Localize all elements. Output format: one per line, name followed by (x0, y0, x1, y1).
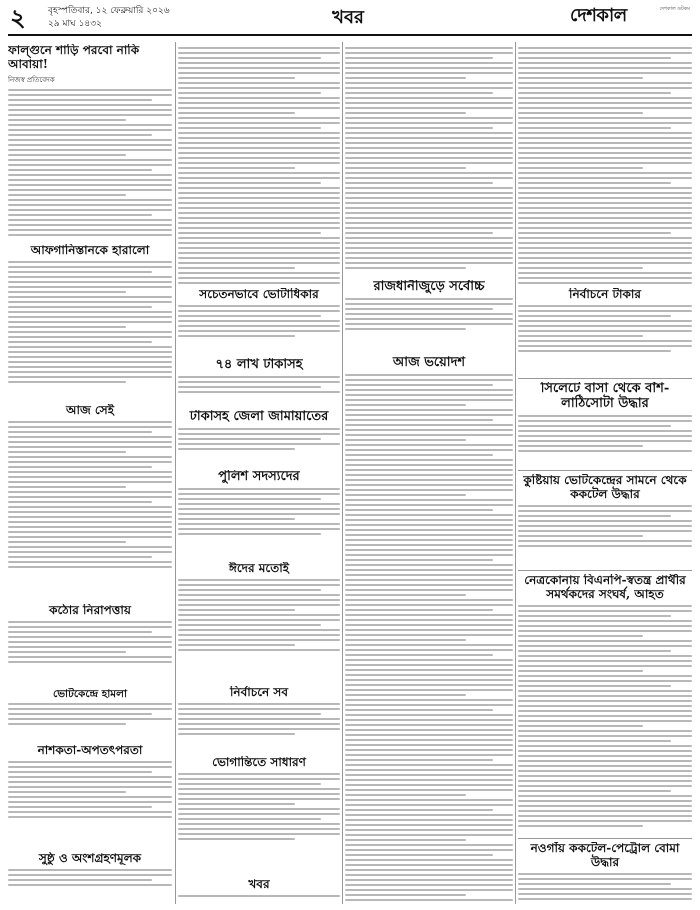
article-naogaon-bomb (518, 842, 692, 904)
article-headline: সিলেটে বাসা থেকে বাঁশ-লাঠিসোটা উদ্ধার (540, 382, 670, 411)
article-netrokona-clash (518, 574, 692, 834)
article-headline: ঈদের মতোই (229, 562, 289, 575)
article-headline: আজ সেই (66, 404, 114, 417)
section-divider (518, 570, 692, 571)
article-c-top-body (345, 44, 513, 276)
article-centre-attack (8, 688, 172, 740)
section-divider (518, 838, 692, 839)
article-body (178, 376, 340, 393)
article-body (178, 488, 340, 535)
article-headline: আফগানিস্তানকে হারালো (30, 244, 150, 257)
article-body (518, 505, 692, 547)
article-today-13th (345, 356, 513, 904)
article-headline: ভোগান্তিতে সাধারণ (212, 756, 306, 769)
article-participatory (8, 852, 172, 904)
article-body (518, 605, 692, 827)
article-jamaat-money (178, 410, 340, 468)
article-public-suffering (178, 756, 340, 876)
article-body (178, 895, 340, 897)
article-body (8, 869, 172, 886)
article-body (518, 47, 692, 284)
article-headline: সুষ্ঠু ও অংশগ্রহণমূলক (38, 852, 142, 865)
article-headline: নির্বাচনে টাকার (569, 288, 641, 301)
article-body (345, 47, 513, 269)
article-body (178, 305, 340, 337)
article-headline: ৭৪ লাখ টাকাসহ (215, 358, 303, 372)
article-cricket (8, 244, 172, 400)
article-headline: কুষ্টিয়ায় ভোটকেন্দ্রের সামনে থেকে ককটেল উদ্ধার (523, 474, 687, 501)
article-body (345, 374, 513, 904)
article-byline: নিজস্ব প্রতিবেদক (8, 75, 55, 84)
article-body (178, 47, 340, 284)
article-voting-right (178, 288, 340, 356)
masthead-rule (8, 34, 692, 36)
article-body (345, 298, 513, 330)
section-divider (518, 470, 692, 471)
column-divider (515, 42, 516, 904)
article-body (178, 773, 340, 840)
article-body (8, 703, 172, 725)
column-divider (175, 42, 176, 904)
article-headline: টাকাসহ জেলা জামায়াতের (189, 410, 329, 424)
article-election-all (178, 686, 340, 752)
article-news-footer (178, 878, 340, 906)
article-headline: কঠোর নিরাপত্তায় (49, 604, 131, 617)
article-headline: রাজধানীজুড়ে সর্বোচ্চ (373, 280, 485, 294)
article-body (8, 89, 172, 236)
article-headline: নাশকতা-অপতৎপরতা (37, 744, 143, 757)
newspaper-logo (570, 4, 690, 34)
article-body (8, 261, 172, 383)
article-like-eid (178, 562, 340, 682)
article-police-members (178, 470, 340, 560)
article-headline: পুলিশ সদস্যদের (218, 470, 300, 484)
article-body (518, 305, 692, 352)
article-security (8, 604, 172, 684)
bangla-date-line: ২৯ মাঘ ১৪৩২ (48, 19, 102, 29)
article-body (8, 621, 172, 663)
article-aaj-sei (8, 404, 172, 600)
article-headline: নওগাঁয় ককটেল-পেট্রোল বোমা উদ্ধার (530, 842, 680, 869)
article-headline: ফাল্গুনে শাড়ি পরবো নাকি আবায়া! (8, 44, 140, 71)
logo-tagline: দেশকাল ডটকম (659, 6, 690, 12)
article-sylhet-sticks (518, 382, 692, 466)
article-headline: ভোটকেন্দ্রে হামলা (52, 688, 128, 700)
article-74-lakh (178, 358, 340, 408)
article-headline: খবর (248, 878, 270, 891)
date-line: বৃহস্পতিবার, ১২ ফেব্রুয়ারি ২০২৬ (48, 6, 170, 16)
article-capital-highest (345, 280, 513, 352)
article-d-top-body (518, 44, 692, 284)
section-divider (518, 378, 692, 379)
article-headline: সচেতনভাবে ভোটাধিকার (199, 288, 319, 301)
article-sabotage (8, 744, 172, 848)
article-intro-body (178, 44, 340, 284)
article-headline: নির্বাচনে সব (230, 686, 288, 699)
article-body (8, 761, 172, 818)
page-number: ২ (10, 3, 26, 32)
article-election-money (518, 288, 692, 374)
article-body (518, 415, 692, 452)
section-title: খবর (332, 7, 364, 28)
article-body (178, 428, 340, 450)
article-fashion (8, 44, 172, 240)
logo-wordmark: দেশকাল (570, 5, 627, 26)
article-body (8, 421, 172, 568)
article-body (178, 579, 340, 651)
article-kushtia-cocktail (518, 474, 692, 566)
article-headline: নেত্রকোনায় বিএনপি-স্বতন্ত্র প্রার্থীর সমর্থকদের সংঘর্ষ, আহত (524, 574, 686, 601)
article-headline: আজ ভয়োদশ (392, 356, 466, 370)
article-body (178, 703, 340, 735)
article-body (518, 873, 692, 900)
column-divider (342, 42, 343, 904)
